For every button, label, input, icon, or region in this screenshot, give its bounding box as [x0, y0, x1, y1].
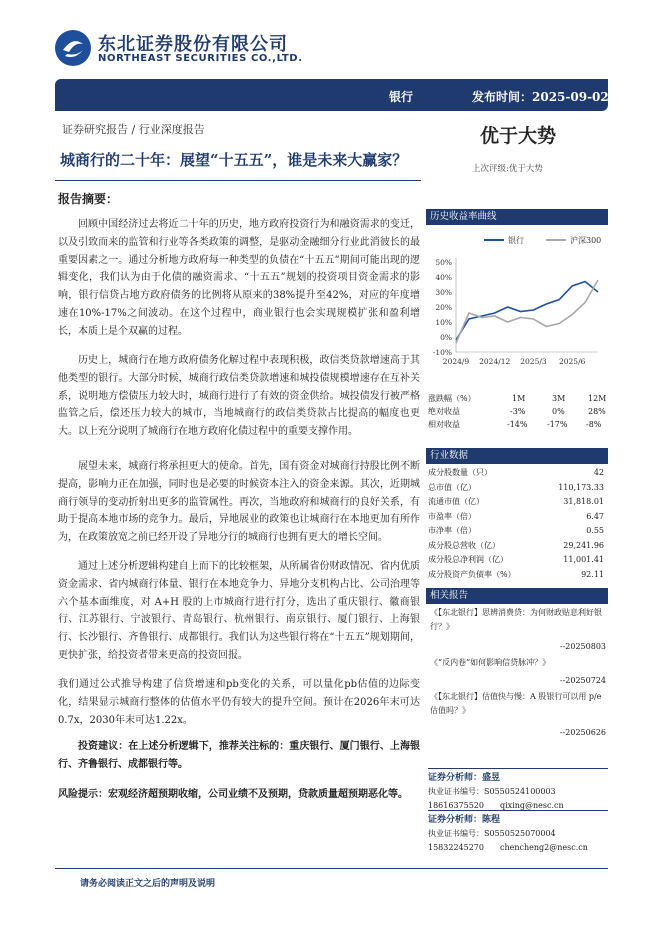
industry-value: 6.47 [586, 511, 604, 521]
perf-cell: -3% [510, 407, 526, 416]
sector-label: 银行 [389, 90, 414, 104]
related-section-header: 相关报告 [426, 588, 608, 604]
paragraph-1: 回顾中国经济过去将近二十年的历史，地方政府投资行为和融资需求的变迁，以及引致而来的监管和行业等各类政策的调整，是驱动金融细分行业此消彼长的最重要因素之一。通过分析地方政府每一种类型的负债在“十五五”期间可能出现的逻辑变化，我们认为由于化债的融资需求、“十五五”规划的投资项目资金需求的影响，银行信贷占地方政府债务的比例将从原来的38%提升至42%，对应的年度增速在10%-17%之间波动。在这个过程中，商业银行也会实现规模扩张和盈利增长，本质上是个双赢的过程。 [58, 219, 420, 337]
industry-row [428, 466, 606, 479]
analyst-name: 证券分析师：盛昱 [428, 773, 501, 783]
industry-row [428, 510, 606, 523]
y-tick-label: -10% [432, 348, 452, 357]
perf-row-label: 相对收益 [428, 420, 460, 429]
perf-cell: -17% [547, 420, 568, 429]
perf-header-row [428, 392, 606, 405]
industry-label: 市净率（倍） [428, 526, 476, 535]
related-report-link[interactable]: 《【东北银行】估值快与慢：A 股银行可以用 p/e 估值吗？》 [430, 692, 602, 715]
industry-value: 31,818.01 [563, 497, 604, 506]
industry-row [428, 568, 606, 581]
related-report-date: --20250626 [559, 728, 606, 737]
analyst-block-2 [428, 810, 608, 855]
paragraph-2: 历史上，城商行在地方政府债务化解过程中表现积极，政信类贷款增速高于其他类型的银行。大部分时候，城商行政信类贷款增速和城投债规模增速存在互补关系，说明地方偿债压力较大时，城商行进行了有效的资金供给。城投债发行被严格监管之后，偿还压力较大的城市，当地城商行的政信类贷款占比提高的幅度也更大。以上充分说明了城商行在地方政府化债过程中的重要支撑作用。 [58, 355, 420, 438]
paragraph-5: 我们通过公式推导构建了信贷增速和pb变化的关系，可以量化pb估值的边际变化，结果显示城商行整体的估值水平仍有较大的提升空间。预计在2026年末可达0.7x，2030年末可达1.22x。 [58, 679, 420, 726]
perf-cell: -8% [586, 420, 602, 429]
return-chart [426, 228, 608, 388]
company-logo-icon [55, 30, 91, 66]
industry-label: 成分股总净利润（亿） [428, 555, 508, 564]
industry-row [428, 539, 606, 552]
x-tick-label: 2025/6 [558, 357, 586, 366]
industry-label: 总市值（亿） [428, 482, 476, 492]
company-name-en: NORTHEAST SECURITIES CO.,LTD. [98, 53, 303, 64]
analyst-phone: 15832245270 [428, 843, 484, 852]
industry-row [428, 495, 606, 508]
industry-value: 92.11 [581, 569, 604, 579]
related-report-date: --20250724 [559, 676, 606, 685]
y-tick-label: 30% [435, 288, 452, 297]
related-report-link[interactable]: 《【东北银行】思辨消费贷：为何财政贴息利好银行？》 [430, 608, 602, 631]
related-report-date: --20250803 [559, 642, 606, 651]
y-tick-label: 40% [435, 273, 452, 282]
breadcrumb: 证券研究报告 / 行业深度报告 [62, 123, 205, 136]
x-tick-label: 2024/12 [479, 357, 511, 366]
paragraph-4: 通过上述分析逻辑构建自上而下的比较框架，从所属省份财政情况、省内优质资金需求、省内城商行体量、银行在本地竞争力、异地分支机构占比、公司治理等六个基本面维度，对 A+H 股的上市城商行进行打分，选出了重庆银行、徽商银行、江苏银行、宁波银行、青岛银行、杭州银行、南京银行、厦门银行、上海银行、长沙银行、齐鲁银行、成都银行。我们认为这些银行将在“十五五”规划期间，更快扩张，给投资者带来更高的投资回报。 [58, 561, 420, 661]
perf-row-label: 绝对收益 [428, 407, 460, 416]
industry-label: 成分股资产负债率（%） [428, 569, 516, 579]
industry-section-header: 行业数据 [426, 448, 608, 464]
industry-value: 42 [593, 468, 604, 477]
footer-divider [55, 868, 608, 869]
industry-label: 成分股总营收（亿） [428, 540, 500, 550]
legend-label: 沪深300 [570, 236, 602, 245]
perf-row-relative [428, 418, 606, 431]
y-tick-label: 10% [435, 318, 452, 327]
legend-label: 银行 [508, 236, 524, 245]
chart-section-header: 历史收益率曲线 [426, 209, 608, 225]
analyst-phone: 18616375520 [428, 801, 484, 810]
industry-label: 流通市值（亿） [428, 497, 484, 506]
x-tick-label: 2025/3 [520, 357, 547, 366]
analyst-email[interactable]: chencheng2@nesc.cn [500, 843, 588, 852]
perf-header-3m: 3M [552, 394, 566, 403]
footer-disclaimer: 请务必阅读正文之后的声明及说明 [80, 879, 216, 889]
industry-label: 成分股数量（只） [428, 468, 492, 477]
y-tick-label: 50% [435, 258, 452, 267]
paragraph-3: 展望未来，城商行将承担更大的使命。首先，国有资金对城商行持股比例不断提高，影响力正在加强，同时也是必要的时候资本注入的资金来源。其次，近期城商行领导的变动折射出更多的监管属性。再次，当地政府和城商行的良好关系，有助于提高本地市场的竞争力。最后，异地展业的政策也让城商行在本地更加有所作为，在政策放宽之前已经开设了异地分行的城商行也拥有更大的增长空间。 [58, 461, 420, 544]
related-report-link[interactable]: 《“反内卷”如何影响信贷脉冲？》 [430, 658, 551, 667]
y-tick-label: 20% [435, 303, 452, 312]
analyst-cert: 执业证书编号：S0550525070004 [428, 829, 556, 838]
publish-date: 发布时间：2025-09-02 [472, 90, 609, 104]
industry-value: 11,001.41 [563, 555, 604, 564]
risk-warning: 风险提示：宏观经济超预期收缩，公司业绩不及预期，贷款质量超预期恶化等。 [58, 789, 408, 800]
industry-value: 110,173.33 [558, 482, 604, 492]
analyst-block-1 [428, 768, 608, 813]
perf-cell: 0% [552, 407, 565, 416]
industry-value: 29,241.96 [563, 540, 604, 550]
y-tick-label: 0% [440, 333, 452, 342]
industry-value: 0.55 [586, 526, 604, 535]
industry-label: 市盈率（倍） [428, 511, 476, 521]
abstract-label: 报告摘要： [58, 192, 119, 206]
perf-row-absolute [428, 405, 606, 418]
analyst-email[interactable]: qixing@nesc.cn [500, 801, 564, 810]
divider [55, 180, 421, 181]
perf-header-label: 涨跌幅（%） [428, 394, 476, 403]
analyst-cert: 执业证书编号：S0550524100003 [428, 787, 556, 796]
company-name-cn: 东北证券股份有限公司 [98, 34, 288, 55]
x-tick-label: 2024/9 [442, 357, 470, 366]
rating: 优于大势 [480, 125, 557, 147]
previous-rating: 上次评级:优于大势 [472, 164, 543, 174]
perf-header-1m: 1M [512, 394, 526, 403]
analyst-name: 证券分析师：陈程 [428, 815, 501, 825]
perf-cell: 28% [588, 407, 606, 416]
page-title: 城商行的二十年：展望“十五五”，谁是未来大赢家？ [60, 151, 408, 169]
perf-cell: -14% [507, 420, 528, 429]
investment-advice: 投资建议：在上述分析逻辑下，推荐关注标的：重庆银行、厦门银行、上海银行、齐鲁银行、成都银行等。 [58, 741, 420, 770]
industry-row [428, 481, 606, 494]
perf-header-12m: 12M [588, 394, 607, 403]
industry-row [428, 553, 606, 566]
industry-row [428, 524, 606, 537]
